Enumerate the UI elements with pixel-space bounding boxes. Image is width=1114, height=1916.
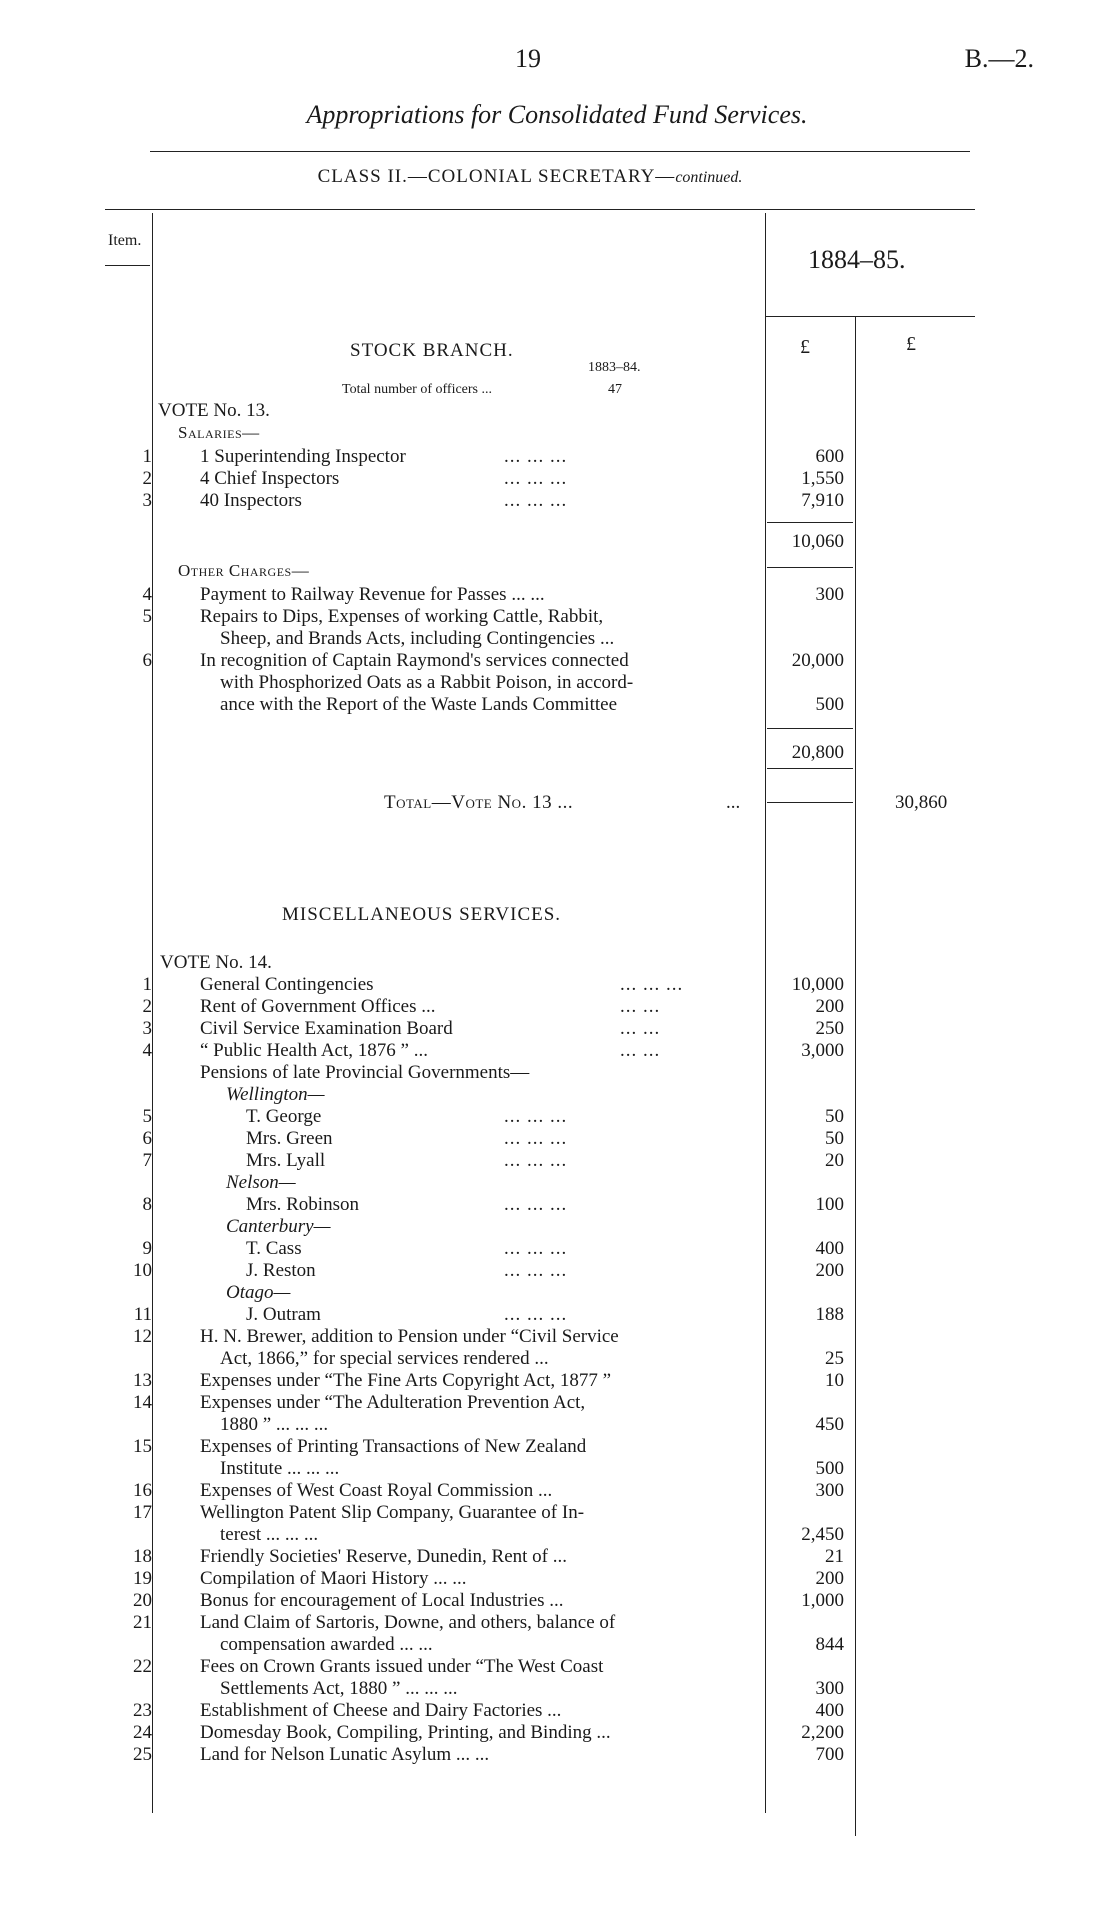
item-amount: 188 (815, 1304, 844, 1325)
item-amount: 250 (815, 1018, 844, 1039)
item-number: 14 (133, 1392, 152, 1413)
pension-region-row (0, 1084, 1114, 1106)
item-amount: 600 (815, 446, 844, 467)
class-title-text: CLASS II.—COLONIAL SECRETARY— (317, 166, 676, 187)
misc-row (0, 1744, 1114, 1766)
item-description: Civil Service Examination Board (200, 1018, 453, 1039)
page-number: 19 (515, 44, 541, 73)
item-amount: 500 (815, 1458, 844, 1479)
leader-dots: ... ... (620, 1018, 661, 1039)
misc-row (0, 1568, 1114, 1590)
item-number: 6 (142, 1128, 152, 1149)
item-number: 4 (142, 1040, 152, 1061)
item-number: 24 (133, 1722, 152, 1743)
vote-13-heading: VOTE No. 13. (158, 400, 270, 421)
pensions-heading: Pensions of late Provincial Governments— (200, 1062, 530, 1083)
leader-dots: ... ... ... (504, 1260, 568, 1281)
leader-dots: ... ... ... (504, 1194, 568, 1215)
rule-header (105, 209, 975, 210)
misc-row (0, 1436, 1114, 1479)
vote-14-heading: VOTE No. 14. (160, 952, 272, 973)
item-amount: 50 (825, 1106, 844, 1127)
pension-row (0, 1150, 1114, 1172)
item-description: Rent of Government Offices ... (200, 996, 436, 1017)
item-number: 21 (133, 1612, 152, 1633)
pension-region: Nelson— (226, 1172, 296, 1193)
pension-region-row (0, 1216, 1114, 1238)
charge-row (0, 584, 1114, 606)
item-description-line: compensation awarded ... ... (220, 1634, 433, 1655)
item-number: 4 (142, 584, 152, 605)
item-description-line: Sheep, and Brands Acts, including Contingencies ... (220, 628, 615, 649)
item-amount: 200 (815, 996, 844, 1017)
leader-dots: ... ... ... (620, 974, 684, 995)
other-charges-rule (767, 728, 853, 729)
item-number: 12 (133, 1326, 152, 1347)
item-description-line: Payment to Railway Revenue for Passes ... ... (200, 584, 545, 605)
salary-row (0, 446, 1114, 468)
vote-13-total-dots: ... (726, 792, 741, 813)
document-reference: B.—2. (964, 44, 1034, 73)
item-description-line: Expenses under “The Adulteration Prevention Act, (200, 1392, 586, 1413)
section-title-stock: STOCK BRANCH. (350, 340, 514, 361)
item-number: 17 (133, 1502, 152, 1523)
pound-sign-1: £ (800, 336, 810, 358)
item-amount: 10 (825, 1370, 844, 1391)
item-number: 18 (133, 1546, 152, 1567)
misc-row (0, 1722, 1114, 1744)
leader-dots: ... ... ... (504, 1150, 568, 1171)
other-charges-total: 20,800 (791, 742, 844, 763)
officers-label: Total number of officers ... (342, 382, 492, 397)
misc-row (0, 1590, 1114, 1612)
item-description-line: Land Claim of Sartoris, Downe, and others, balance of (200, 1612, 616, 1633)
item-description-line: Wellington Patent Slip Company, Guarantee of In- (200, 1502, 585, 1523)
pensions-heading-row (0, 1062, 1114, 1084)
salaries-heading: Salaries— (178, 423, 260, 442)
misc-row (0, 974, 1114, 996)
item-description-line: Land for Nelson Lunatic Asylum ... ... (200, 1744, 490, 1765)
item-description: “ Public Health Act, 1876 ” ... (200, 1040, 428, 1061)
item-amount: 500 (815, 694, 844, 715)
item-description: General Contingencies (200, 974, 374, 995)
item-description-line: Compilation of Maori History ... ... (200, 1568, 467, 1589)
item-number: 20 (133, 1590, 152, 1611)
pension-region-row (0, 1282, 1114, 1304)
item-amount: 20 (825, 1150, 844, 1171)
item-head-underline (105, 265, 150, 266)
salaries-total: 10,060 (791, 531, 844, 552)
item-amount: 844 (815, 1634, 844, 1655)
item-amount: 200 (815, 1260, 844, 1281)
item-description-line: 1880 ” ... ... ... (220, 1414, 329, 1435)
misc-row (0, 1326, 1114, 1369)
item-column-header: Item. (108, 232, 142, 249)
pensioner-name: Mrs. Robinson (246, 1194, 359, 1215)
item-amount: 300 (815, 1678, 844, 1699)
year-column-header: 1884–85. (808, 245, 906, 274)
misc-row (0, 996, 1114, 1018)
item-description-line: Expenses of Printing Transactions of New Zealand (200, 1436, 587, 1457)
item-number: 10 (133, 1260, 152, 1281)
item-number: 1 (142, 974, 152, 995)
salaries-rule (767, 522, 853, 523)
item-number: 25 (133, 1744, 152, 1765)
item-description-line: Fees on Crown Grants issued under “The West Coast (200, 1656, 604, 1677)
item-amount: 700 (815, 1744, 844, 1765)
item-amount: 21 (825, 1546, 844, 1567)
item-number: 9 (142, 1238, 152, 1259)
page-title: Appropriations for Consolidated Fund Services. (306, 100, 808, 129)
pension-region: Otago— (226, 1282, 291, 1303)
item-amount: 300 (815, 584, 844, 605)
misc-row (0, 1502, 1114, 1545)
item-number: 5 (142, 1106, 152, 1127)
item-number: 2 (142, 996, 152, 1017)
item-description-line: ance with the Report of the Waste Lands Committee (220, 694, 618, 715)
item-amount: 400 (815, 1238, 844, 1259)
item-amount: 3,000 (801, 1040, 844, 1061)
item-number: 11 (133, 1304, 152, 1325)
misc-row (0, 1480, 1114, 1502)
item-number: 22 (133, 1656, 152, 1677)
prev-year-label: 1883–84. (588, 360, 641, 375)
misc-row (0, 1370, 1114, 1392)
class-title (0, 166, 1060, 188)
misc-row (0, 1040, 1114, 1062)
item-amount: 300 (815, 1480, 844, 1501)
item-description-line: Friendly Societies' Reserve, Dunedin, Rent of ... (200, 1546, 567, 1567)
pension-row (0, 1128, 1114, 1150)
item-description: 40 Inspectors (200, 490, 302, 511)
leader-dots: ... ... ... (504, 1106, 568, 1127)
item-description-line: Expenses of West Coast Royal Commission ... (200, 1480, 553, 1501)
item-amount: 10,000 (791, 974, 844, 995)
pension-row (0, 1238, 1114, 1260)
leader-dots: ... ... (620, 996, 661, 1017)
item-amount: 100 (815, 1194, 844, 1215)
pension-row (0, 1260, 1114, 1282)
item-description-line: terest ... ... ... (220, 1524, 319, 1545)
item-amount: 1,000 (801, 1590, 844, 1611)
item-number: 5 (142, 606, 152, 627)
pensioner-name: T. Cass (246, 1238, 302, 1259)
misc-row (0, 1612, 1114, 1655)
item-amount: 2,450 (801, 1524, 844, 1545)
item-number: 3 (142, 1018, 152, 1039)
other-charges-heading: Other Charges— (178, 561, 310, 580)
item-description-line: H. N. Brewer, addition to Pension under “Civil Service (200, 1326, 619, 1347)
pension-region: Wellington— (226, 1084, 325, 1105)
misc-row (0, 1392, 1114, 1435)
item-number: 13 (133, 1370, 152, 1391)
item-description: 4 Chief Inspectors (200, 468, 340, 489)
item-description-line: Institute ... ... ... (220, 1458, 340, 1479)
item-amount: 200 (815, 1568, 844, 1589)
pound-sign-2: £ (906, 333, 916, 355)
pensioner-name: T. George (246, 1106, 322, 1127)
charge-row (0, 650, 1114, 715)
item-description-line: Bonus for encouragement of Local Industries ... (200, 1590, 564, 1611)
item-number: 1 (142, 446, 152, 467)
pension-region: Canterbury— (226, 1216, 331, 1237)
item-amount: 25 (825, 1348, 844, 1369)
pensioner-name: Mrs. Green (246, 1128, 333, 1149)
year-head-underline (765, 316, 975, 317)
item-description-line: Settlements Act, 1880 ” ... ... ... (220, 1678, 458, 1699)
item-number: 15 (133, 1436, 152, 1457)
misc-row (0, 1656, 1114, 1699)
item-description-line: Act, 1866,” for special services rendered ... (220, 1348, 549, 1369)
leader-dots: ... ... ... (504, 468, 568, 489)
pension-row (0, 1194, 1114, 1216)
vote-13-grand-total: 30,860 (895, 792, 948, 813)
salaries-total-rule (767, 567, 853, 568)
leader-dots: ... ... ... (504, 1304, 568, 1325)
item-amount: 50 (825, 1128, 844, 1149)
item-amount: 2,200 (801, 1722, 844, 1743)
leader-dots: ... ... ... (504, 490, 568, 511)
item-description: 1 Superintending Inspector (200, 446, 406, 467)
item-amount: 7,910 (801, 490, 844, 511)
item-amount: 400 (815, 1700, 844, 1721)
item-description-line: Repairs to Dips, Expenses of working Cattle, Rabbit, (200, 606, 604, 627)
rule-top (150, 151, 970, 152)
pension-region-row (0, 1172, 1114, 1194)
salary-row (0, 468, 1114, 490)
pension-row (0, 1106, 1114, 1128)
item-amount: 450 (815, 1414, 844, 1435)
misc-row (0, 1700, 1114, 1722)
pensioner-name: J. Outram (246, 1304, 321, 1325)
item-description-line: Expenses under “The Fine Arts Copyright Act, 1877 ” (200, 1370, 612, 1391)
pensioner-name: J. Reston (246, 1260, 316, 1281)
item-description-line: In recognition of Captain Raymond's services connected (200, 650, 629, 671)
item-amount: 20,000 (791, 650, 844, 671)
item-description-line: Establishment of Cheese and Dairy Factories ... (200, 1700, 562, 1721)
misc-row (0, 1546, 1114, 1568)
other-charges-total-rule (767, 768, 853, 769)
item-number: 2 (142, 468, 152, 489)
leader-dots: ... ... ... (504, 446, 568, 467)
leader-dots: ... ... ... (504, 1238, 568, 1259)
leader-dots: ... ... ... (504, 1128, 568, 1149)
vote-13-total-label: Total—Vote No. 13 ... (384, 792, 574, 813)
misc-row (0, 1018, 1114, 1040)
item-number: 6 (142, 650, 152, 671)
pension-row (0, 1304, 1114, 1326)
item-amount: 1,550 (801, 468, 844, 489)
officers-count: 47 (608, 382, 622, 397)
item-description-line: Domesday Book, Compiling, Printing, and Binding ... (200, 1722, 611, 1743)
item-number: 19 (133, 1568, 152, 1589)
salary-row (0, 490, 1114, 512)
item-description-line: with Phosphorized Oats as a Rabbit Poison, in accord- (220, 672, 634, 693)
section-title-misc: MISCELLANEOUS SERVICES. (282, 904, 562, 925)
vote-13-total-dash (767, 802, 853, 803)
leader-dots: ... ... (620, 1040, 661, 1061)
item-number: 23 (133, 1700, 152, 1721)
item-number: 3 (142, 490, 152, 511)
item-number: 8 (142, 1194, 152, 1215)
item-number: 7 (142, 1150, 152, 1171)
item-number: 16 (133, 1480, 152, 1501)
pensioner-name: Mrs. Lyall (246, 1150, 326, 1171)
class-title-suffix: continued. (675, 169, 743, 186)
